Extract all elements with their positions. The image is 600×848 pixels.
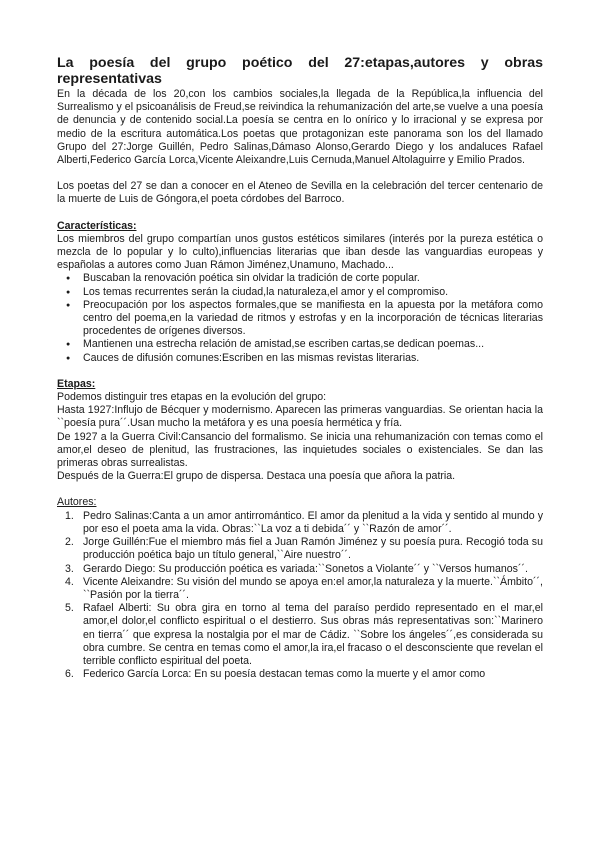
- item-number: 3.: [65, 562, 74, 575]
- item-text: Rafael Alberti: Su obra gira en torno al tema del paraíso perdido representado en el mar,el amor,el dolor,el conflicto espiritual o el destierro. Sus obras más representativas son:``Marinero en tierra´´ que expresa la nostalgia por el mar de Cádiz. ``Sobre los ángeles´´,es considerada su obra cumbre. Se centra en temas como el amor,la ira,el fracaso o el desconsciente que revelan el terrible conflicto espiritual del poeta.: [83, 602, 543, 667]
- item-text: Jorge Guillén:Fue el miembro más fiel a Juan Ramón Jiménez y su poesía pura. Recogió toda su producción poética bajo un título general,``Aire nuestro´´.: [83, 536, 543, 562]
- intro-paragraph-2: Los poetas del 27 se dan a conocer en el Ateneo de Sevilla en la celebración del tercer centenario de la muerte de Luis de Góngora,el poeta córdobes del Barroco.: [57, 180, 543, 206]
- list-item: [65, 562, 543, 576]
- item-number: 6.: [65, 668, 74, 681]
- list-item: [65, 575, 543, 602]
- autores-heading: Autores:: [57, 496, 97, 509]
- spacer: [57, 483, 543, 496]
- item-number: 5.: [65, 602, 74, 615]
- list-item: ● Los temas recurrentes serán la ciudad,la naturaleza,el amor y el compromiso.: [83, 286, 543, 299]
- intro-paragraph: En la década de los 20,con los cambios sociales,la llegada de la República,la influencia del Surrealismo y el psicoanálisis de Freud,se reivindica la rehumanización del arte,se vuelve a una poesía de denuncia y de contenido social.La poesía se centra en lo onírico y lo irracional y se expresa por medio de la escritura automática.Los poetas que protagonizan este panorama son los del llamado Grupo del 27:Jorge Guillén, Pedro Salinas,Dámaso Alonso,Gerardo Diego y los andaluces Rafael Alberti,Federico García Lorca,Vicente Aleixandre,Luis Cernuda,Manuel Altolaguirre y Emilio Prados.: [57, 88, 543, 167]
- etapa-1927-guerra: De 1927 a la Guerra Civil:Cansancio del formalismo. Se inicia una rehumanización con temas como el amor,el deseo de plenitud, las frustraciones, las inquietudes sociales o existenciales. Se dan las primeras obras surrealistas.: [57, 430, 543, 470]
- item-number: 2.: [65, 536, 74, 549]
- list-item: [65, 509, 543, 536]
- list-item: ● Cauces de difusión comunes:Escriben en las mismas revistas literarias.: [83, 352, 543, 365]
- list-item: [65, 602, 543, 668]
- item-text: Vicente Aleixandre: Su visión del mundo se apoya en:el amor,la naturaleza y la muerte.``Ámbito´´, ``Pasión por la tierra´´.: [83, 575, 543, 601]
- etapa-posguerra: Después de la Guerra:El grupo de dispersa. Destaca una poesía que añora la patria.: [57, 470, 456, 483]
- document-page: [57, 56, 543, 681]
- item-number: 4.: [65, 575, 74, 588]
- list-item: ● Mantienen una estrecha relación de amistad,se escriben cartas,se dedican poemas...: [83, 338, 543, 351]
- item-text: Pedro Salinas:Canta a un amor antirromántico. El amor da plenitud a la vida y sentido al mundo y por eso el poeta ama la vida. Obras:``La voz a ti debida´´ y ``Razón de amor´´.: [83, 509, 543, 535]
- caracteristicas-text: Los miembros del grupo compartían unos gustos estéticos similares (interés por la pureza estética o mezcla de lo popular y lo culto),influencias literarias que iban desde las vanguardias europeas y españolas a autores como Juan Rámon Jiménez,Unamuno, Machado...: [57, 232, 543, 272]
- list-item: ● Buscaban la renovación poética sin olvidar la tradición de corte popular.: [83, 272, 543, 285]
- spacer: [57, 207, 543, 220]
- item-number: 1.: [65, 509, 74, 522]
- list-item: ● Preocupación por los aspectos formales,que se manifiesta en la apuesta por la metáfora como centro del poema,en la variedad de ritmos y estrofas y en la incorporación de técnicas literarias procedentes de orígenes diversos.: [83, 299, 543, 339]
- etapas-intro: Podemos distinguir tres etapas en la evolución del grupo:: [57, 391, 327, 404]
- caracteristicas-list: [57, 272, 543, 364]
- caracteristicas-heading: Características:: [57, 219, 137, 232]
- autores-list: [57, 510, 543, 682]
- item-text: Federico García Lorca: En su poesía destacan temas como la muerte y el amor como: [83, 668, 486, 681]
- item-text: Gerardo Diego: Su producción poética es variada:``Sonetos a Violante´´ y ``Versos humanos´´.: [83, 562, 528, 575]
- etapas-heading: Etapas:: [57, 377, 96, 390]
- etapa-hasta-1927: Hasta 1927:Influjo de Bécquer y modernismo. Aparecen las primeras vanguardias. Se orientan hacia la ``poesía pura´´.Usan mucho la metáfora y es una poesía hermética y fría.: [57, 404, 543, 430]
- spacer: [57, 167, 543, 180]
- spacer: [57, 365, 543, 378]
- list-item: [65, 668, 543, 681]
- document-title: La poesía del grupo poético del 27:etapas,autores y obras representativas: [57, 55, 543, 87]
- list-item: [65, 536, 543, 562]
